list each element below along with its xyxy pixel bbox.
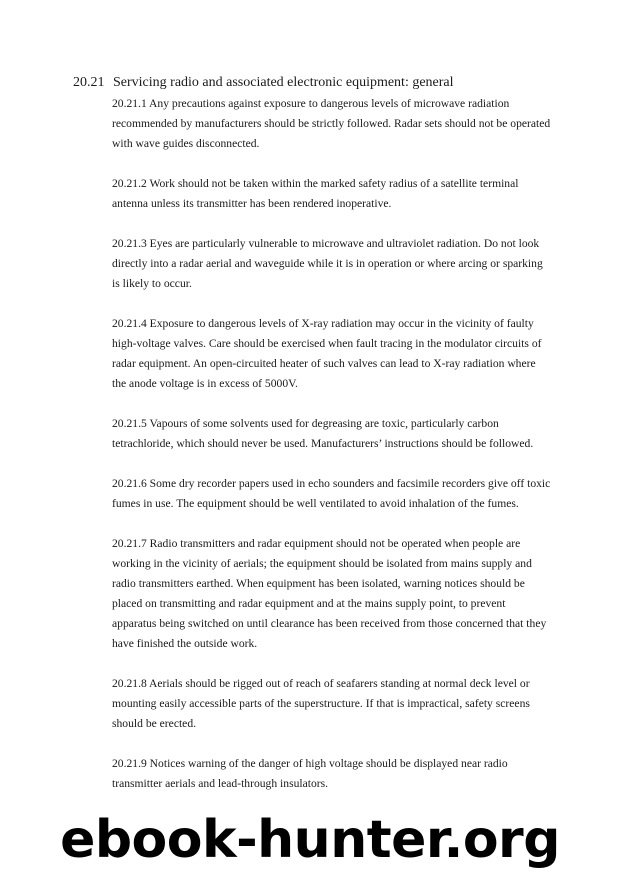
paragraph-20-21-3: 20.21.3 Eyes are particularly vulnerable to microwave and ultraviolet radiation. Do not look directly into a radar aerial and waveguide while it is in operation or where arcing or sparking is likely to occur. [112, 237, 543, 290]
section-title: Servicing radio and associated electronic equipment: general [113, 75, 454, 90]
paragraph-20-21-8: 20.21.8 Aerials should be rigged out of reach of seafarers standing at normal deck level or mounting easily accessible parts of the superstructure. If that is impractical, safety screens should be erected. [112, 677, 530, 730]
section-number: 20.21 [73, 75, 105, 90]
paragraph-20-21-2: 20.21.2 Work should not be taken within the marked safety radius of a satellite terminal antenna unless its transmitter has been rendered inoperative. [112, 177, 519, 210]
section-heading [73, 73, 454, 93]
paragraph-20-21-1: 20.21.1 Any precautions against exposure to dangerous levels of microwave radiation recommended by manufacturers should be strictly followed. Radar sets should not be operated with wave guides disconnected. [112, 97, 551, 150]
watermark: ebook-hunter.org [60, 810, 560, 870]
paragraph-20-21-5: 20.21.5 Vapours of some solvents used for degreasing are toxic, particularly carbon tetrachloride, which should never be used. Manufacturers’ instructions should be followed. [112, 417, 534, 450]
paragraph-20-21-6: 20.21.6 Some dry recorder papers used in echo sounders and facsimile recorders give off toxic fumes in use. The equipment should be well ventilated to avoid inhalation of the fumes. [112, 477, 551, 510]
paragraph-20-21-4: 20.21.4 Exposure to dangerous levels of X-ray radiation may occur in the vicinity of faulty high-voltage valves. Care should be exercised when fault tracing in the modulator circuits of radar equipment. An open-circuited heater of such valves can lead to X-ray radiation where the anode voltage is in excess of 5000V. [112, 317, 542, 390]
paragraph-20-21-9: 20.21.9 Notices warning of the danger of high voltage should be displayed near radio transmitter aerials and lead-through insulators. [112, 757, 508, 790]
section-body [112, 94, 552, 814]
paragraph-20-21-7: 20.21.7 Radio transmitters and radar equipment should not be operated when people are working in the vicinity of aerials; the equipment should be isolated from mains supply and radio transmitters earthed. When equipment has been isolated, warning notices should be placed on transmitting and radar equipment and at the mains supply point, to prevent apparatus being switched on until clearance has been received from those concerned that they have finished the outside work. [112, 537, 547, 650]
